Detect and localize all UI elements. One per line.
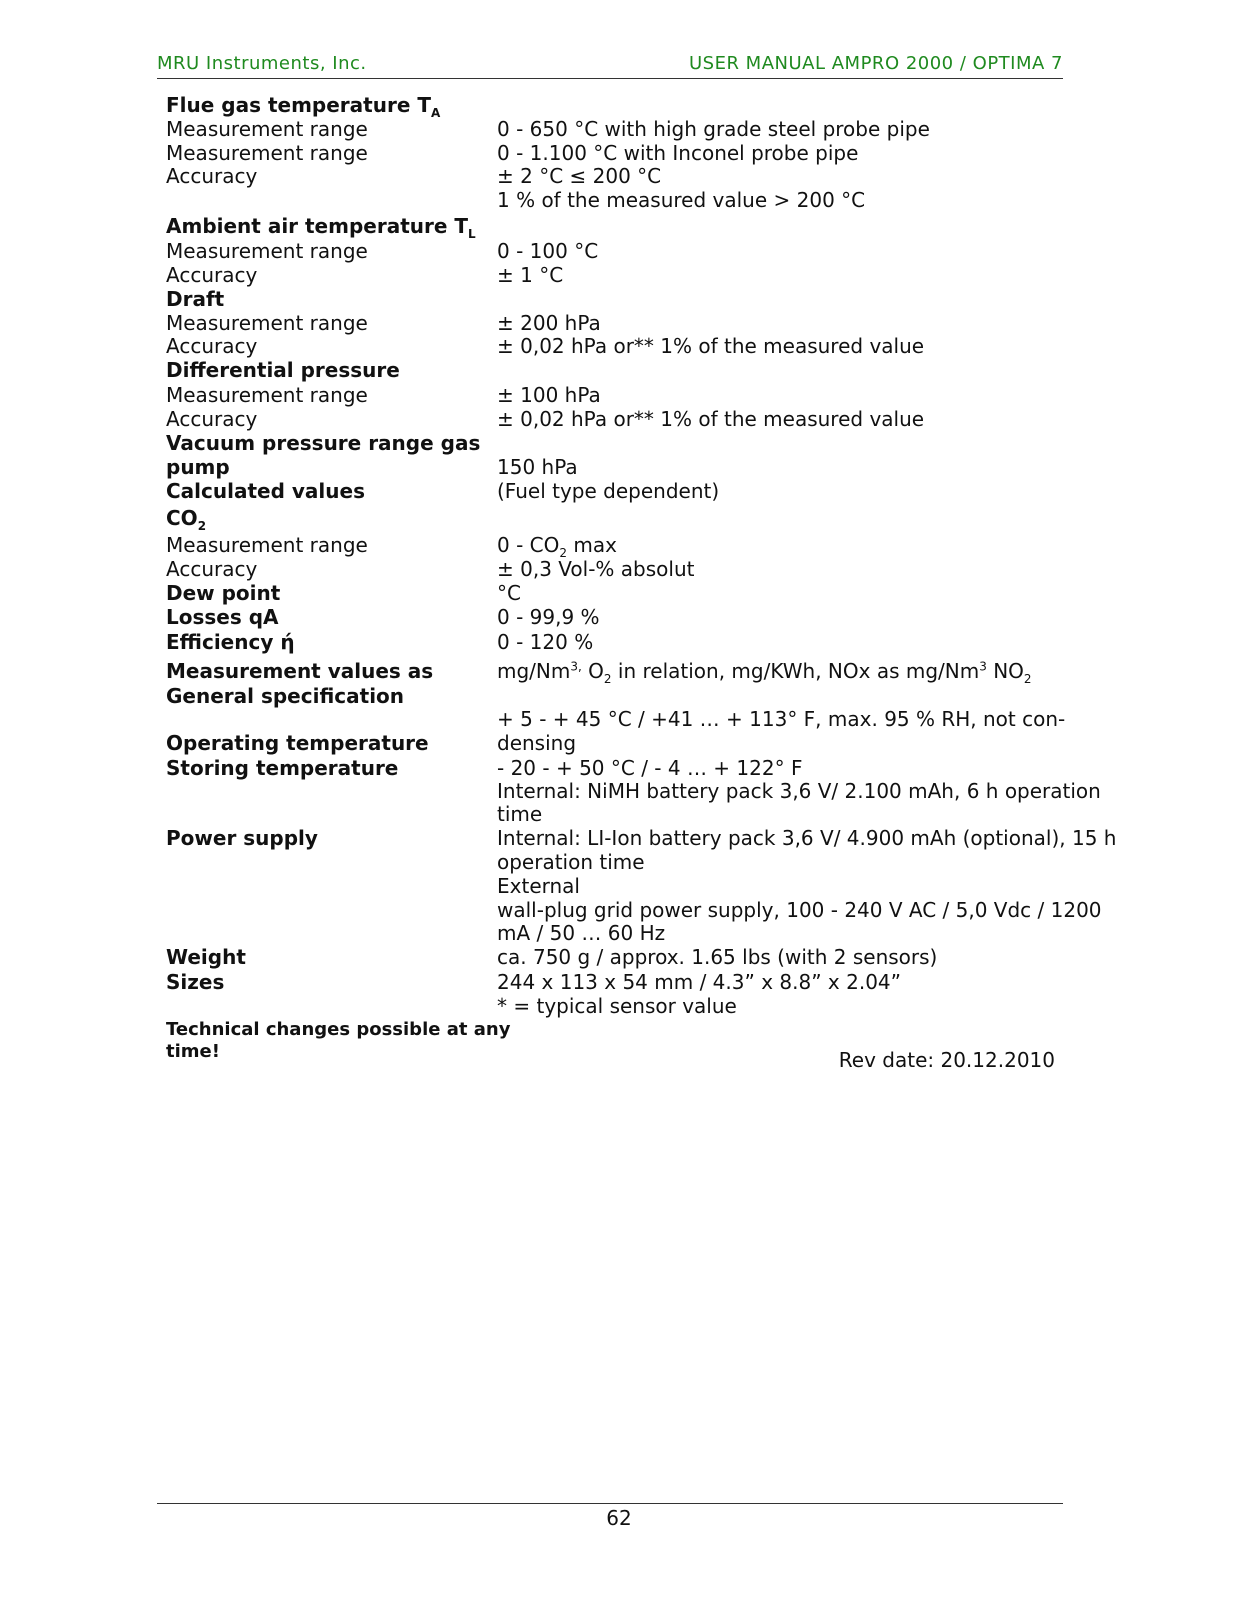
spec-value: 0 - 1.100 °C with Inconel probe pipe <box>497 141 859 165</box>
weight-heading: Weight <box>166 945 246 969</box>
spec-value: - 20 - + 50 °C / - 4 … + 122° F <box>497 756 803 780</box>
spec-value: ± 0,3 Vol-% absolut <box>497 557 695 581</box>
spec-label: Measurement range <box>166 533 368 557</box>
vacuum-heading-cont: pump <box>166 455 230 479</box>
general-spec-heading: General specification <box>166 684 405 708</box>
spec-label: Accuracy <box>166 407 258 431</box>
page-number: 62 <box>606 1506 632 1530</box>
spec-value: ± 2 °C ≤ 200 °C <box>497 164 662 188</box>
dew-point-heading: Dew point <box>166 581 281 605</box>
measurement-values-heading: Measurement values as <box>166 659 434 683</box>
spec-label: Accuracy <box>166 557 258 581</box>
spec-value: wall-plug grid power supply, 100 - 240 V AC / 5,0 Vdc / 1200 <box>497 898 1102 922</box>
spec-value: 0 - 100 °C <box>497 239 599 263</box>
spec-value: 1 % of the measured value > 200 °C <box>497 188 866 212</box>
spec-label: Measurement range <box>166 117 368 141</box>
spec-value: °C <box>497 581 521 605</box>
draft-heading: Draft <box>166 287 225 311</box>
spec-label: Measurement range <box>166 383 368 407</box>
spec-value: ± 1 °C <box>497 263 564 287</box>
storing-temp-heading: Storing temperature <box>166 756 399 780</box>
manual-title: USER MANUAL AMPRO 2000 / OPTIMA 7 <box>688 53 1063 74</box>
spec-label: Accuracy <box>166 263 258 287</box>
spec-value: + 5 - + 45 °C / +41 … + 113° F, max. 95 % RH, not con- <box>497 707 1066 731</box>
ambient-heading: Ambient air temperature $T_L$ <box>166 214 476 241</box>
spec-label: Measurement range <box>166 141 368 165</box>
spec-value: 244 x 113 x 54 mm / 4.3” x 8.8” x 2.04” <box>497 970 902 994</box>
power-supply-heading: Power supply <box>166 826 318 850</box>
spec-value: ± 100 hPa <box>497 383 601 407</box>
flue-gas-heading: Flue gas temperature $T_A$ <box>166 93 441 120</box>
spec-label: Measurement range <box>166 239 368 263</box>
vacuum-heading: Vacuum pressure range gas <box>166 431 481 455</box>
revision-date: Rev date: 20.12.2010 <box>838 1048 1055 1072</box>
calculated-heading: Calculated values <box>166 479 365 503</box>
spec-value: Internal: LI-Ion battery pack 3,6 V/ 4.900 mAh (optional), 15 h <box>497 826 1117 850</box>
spec-value: 0 - 650 °C with high grade steel probe pipe <box>497 117 930 141</box>
operating-temp-heading: Operating temperature <box>166 731 429 755</box>
spec-value: mA / 50 … 60 Hz <box>497 921 666 945</box>
diff-pressure-heading: Differential pressure <box>166 358 400 382</box>
technical-note-cont: time! <box>166 1041 220 1062</box>
spec-value: operation time <box>497 850 645 874</box>
spec-value: 150 hPa <box>497 455 578 479</box>
spec-value: $0 - CO_2$ max <box>497 533 617 560</box>
losses-heading: Losses qA <box>166 605 279 629</box>
spec-value: ± 0,02 hPa or** 1% of the measured value <box>497 407 925 431</box>
sizes-heading: Sizes <box>166 970 225 994</box>
spec-value: (Fuel type dependent) <box>497 479 720 503</box>
spec-value: ± 200 hPa <box>497 311 601 335</box>
co2-heading: $CO_2$ <box>166 506 207 533</box>
spec-value: ± 0,02 hPa or** 1% of the measured value <box>497 334 925 358</box>
spec-value: ca. 750 g / approx. 1.65 lbs (with 2 sensors) <box>497 945 938 969</box>
page-header <box>157 52 1063 79</box>
spec-value: $mg/Nm^{3,}$ $O_2$ in relation, mg/KWh, NOx as mg/Nm$^3$ $NO_2$ <box>497 659 1032 686</box>
spec-label: Measurement range <box>166 311 368 335</box>
spec-value: 0 - 120 % <box>497 630 594 654</box>
spec-label: Accuracy <box>166 164 258 188</box>
spec-label: Accuracy <box>166 334 258 358</box>
spec-value: time <box>497 802 543 826</box>
spec-value: 0 - 99,9 % <box>497 605 600 629</box>
company-name: MRU Instruments, Inc. <box>157 53 367 74</box>
efficiency-heading: Efficiency ή <box>166 630 295 654</box>
spec-value: External <box>497 874 580 898</box>
spec-value: Internal: NiMH battery pack 3,6 V/ 2.100 mAh, 6 h operation <box>497 779 1101 803</box>
technical-note: Technical changes possible at any <box>166 1019 511 1040</box>
spec-value: densing <box>497 731 577 755</box>
footnote: * = typical sensor value <box>497 994 737 1018</box>
footer-divider <box>157 1503 1063 1504</box>
